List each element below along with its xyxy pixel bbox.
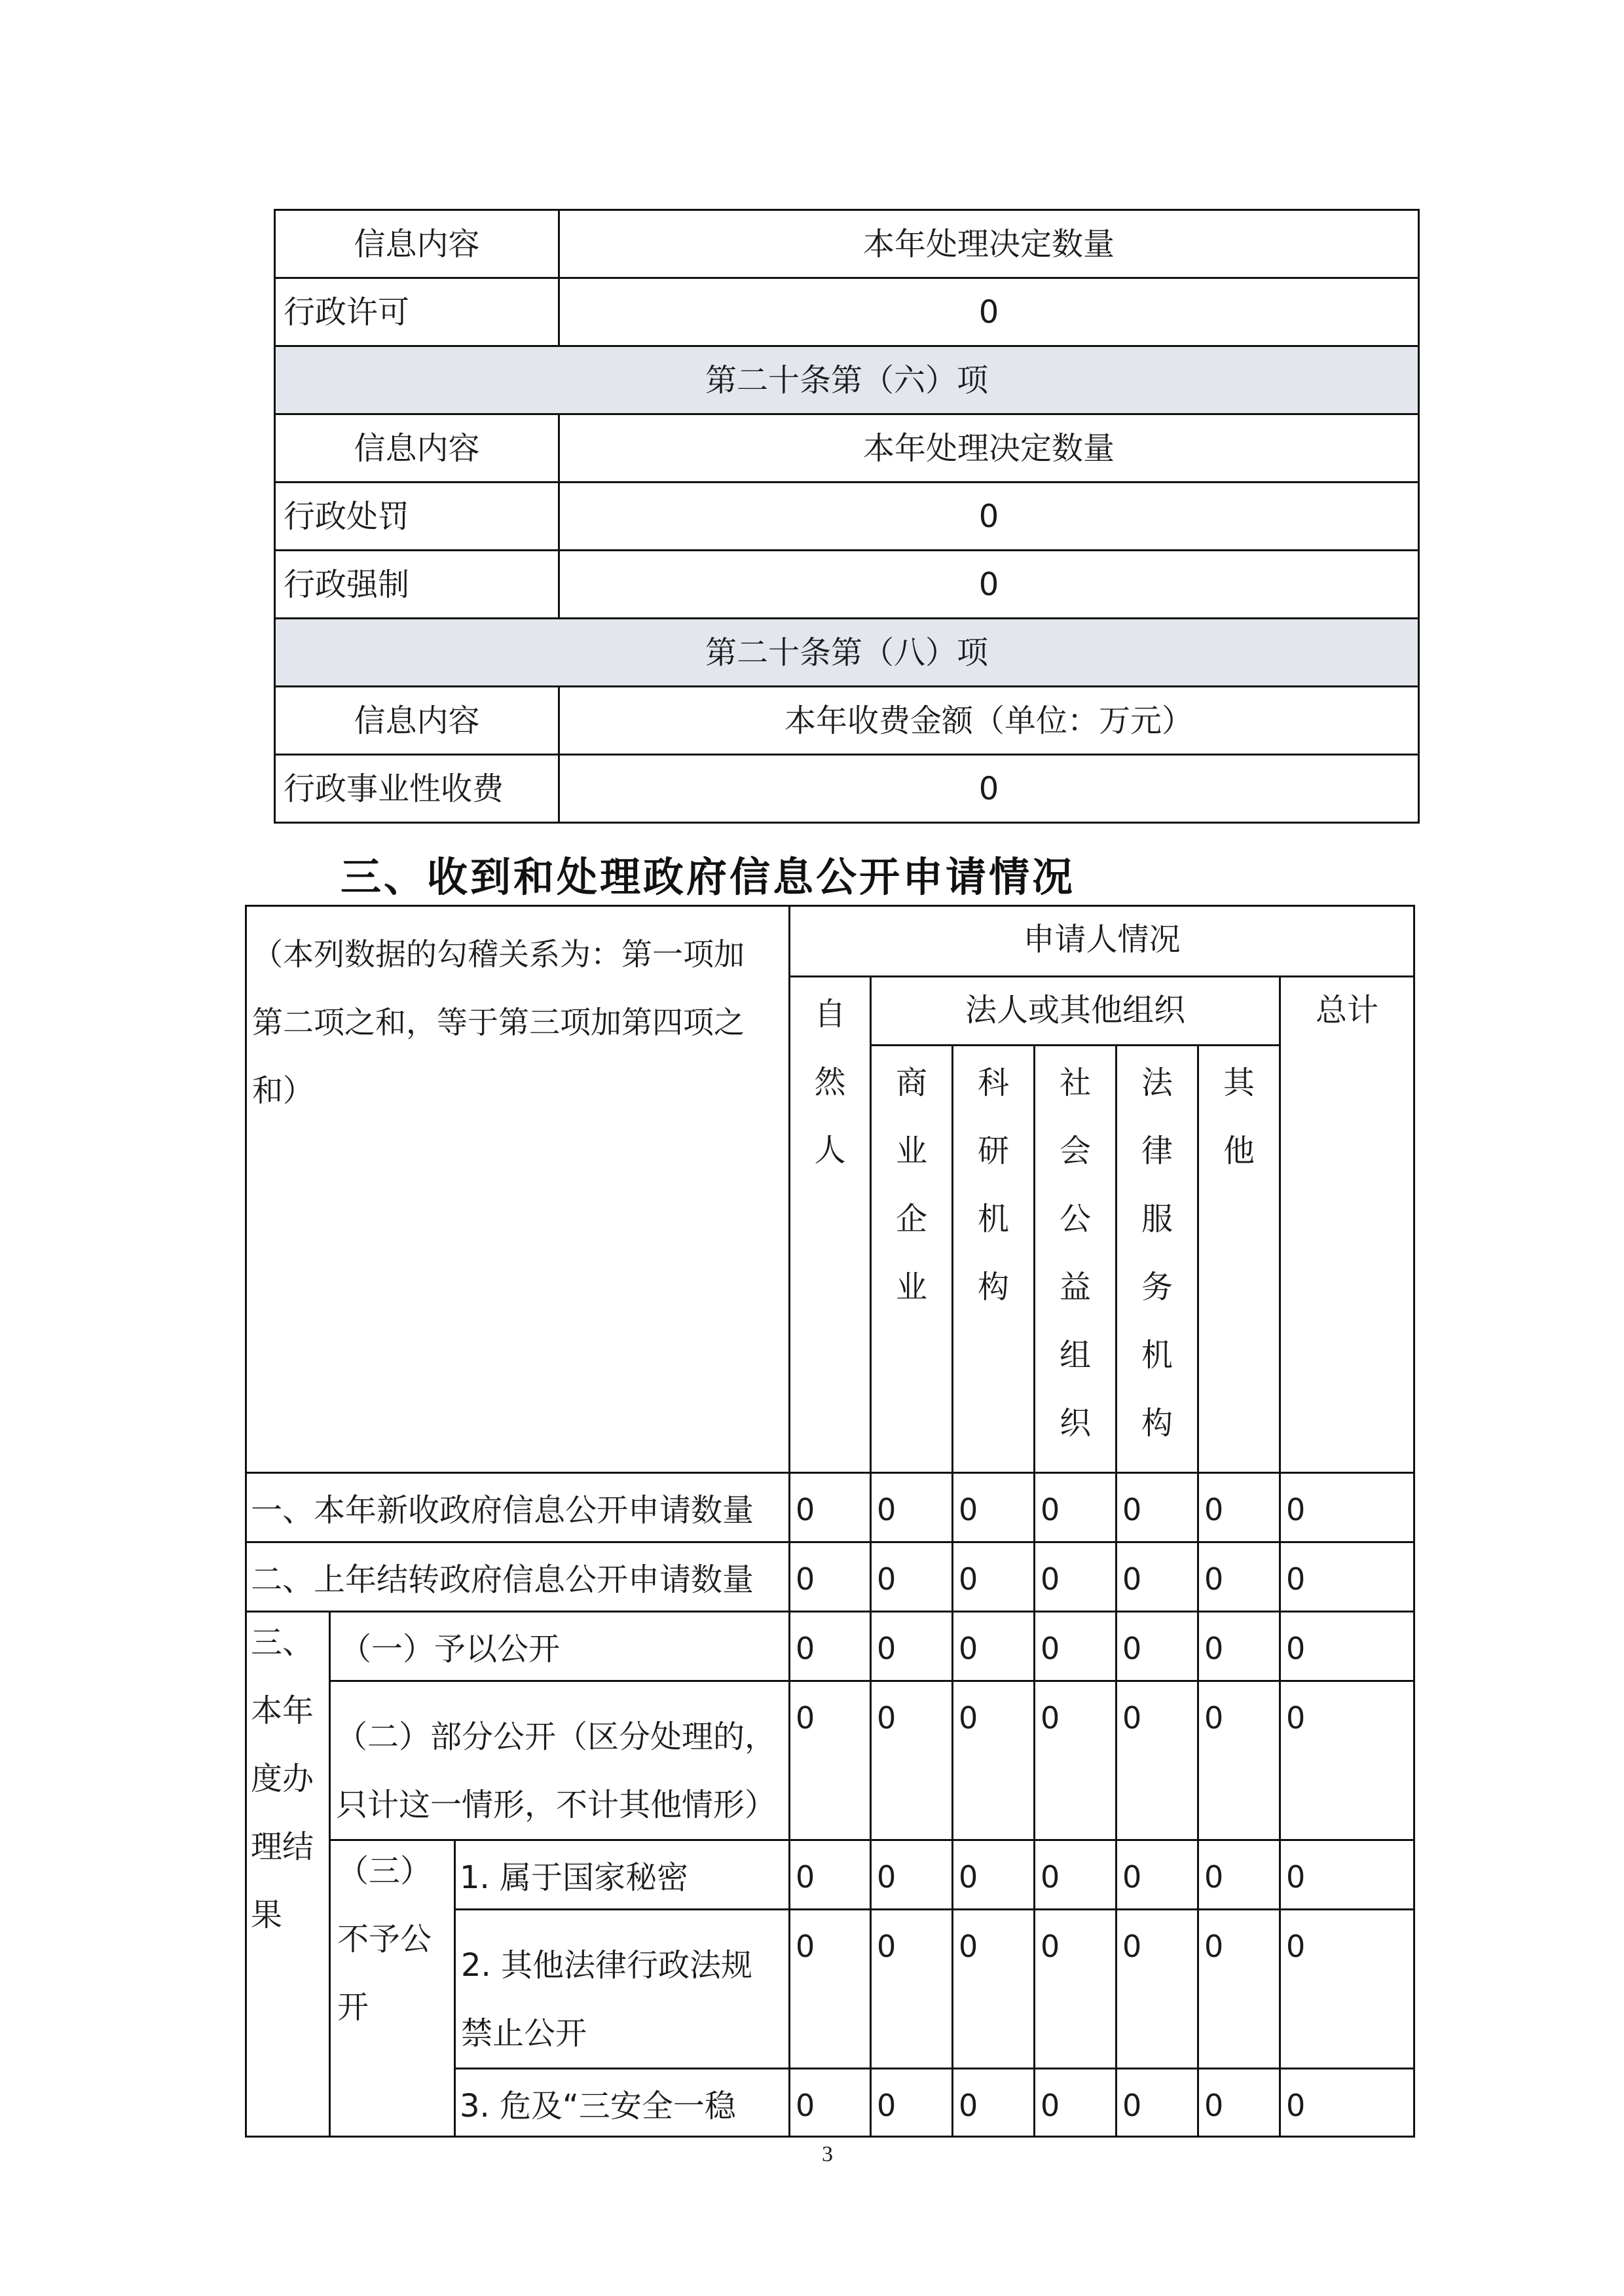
cell-value: 0 [1198,2069,1280,2137]
cell-value: 0 [1035,2069,1116,2137]
header-info-content: 信息内容 [275,414,559,483]
cell-value: 0 [1198,1542,1280,1612]
table-row [246,1473,1414,1542]
row-label: 行政强制 [275,551,559,619]
section-label: 第二十条第（八）项 [275,619,1419,687]
char: 商 [896,1065,928,1101]
char: 服 [1141,1201,1173,1237]
cell-value: 0 [1280,1840,1414,1910]
cell-value: 0 [871,1542,953,1612]
row-value: 0 [559,483,1419,551]
cell-value: 0 [1116,2069,1198,2137]
section-heading: 三、收到和处理政府信息公开申请情况 [341,853,1076,901]
char: 构 [978,1269,1010,1305]
row-label: 一、本年新收政府信息公开申请数量 [246,1473,790,1542]
label-line: 果 [251,1897,283,1933]
section-label: 第二十条第（六）项 [275,346,1419,414]
cell-value: 0 [790,1542,871,1612]
char: 务 [1141,1269,1173,1305]
label-line: （二）部分公开（区分处理的， [336,1719,777,1755]
cell-value: 0 [790,1612,871,1681]
cell-value: 0 [1280,1542,1414,1612]
cell-value: 0 [953,1542,1035,1612]
label-line: 本年 [251,1692,314,1729]
cell-value: 0 [1116,1612,1198,1681]
table-row [246,1681,1414,1840]
row-label [330,1681,790,1840]
char: 法 [1141,1065,1173,1101]
cell-value: 0 [790,2069,871,2137]
table-row [246,1542,1414,1612]
cell-value: 0 [1116,1840,1198,1910]
char: 其 [1223,1065,1255,1101]
cell-value: 0 [790,1473,871,1542]
not-public-label [330,1840,455,2137]
decisions-table [274,209,1420,824]
cell-value: 0 [1035,1612,1116,1681]
label-line: 度办 [251,1760,314,1797]
char: 业 [896,1269,928,1305]
cell-value: 0 [1035,1681,1116,1840]
cell-value: 0 [871,1473,953,1542]
commercial-enterprise-header [871,1046,953,1473]
cell-value: 0 [1116,1681,1198,1840]
note-line: 和） [252,1073,314,1109]
label-line: 只计这一情形，不计其他情形） [336,1787,777,1823]
cell-value: 0 [1035,1840,1116,1910]
row-value: 0 [559,755,1419,823]
char: 研 [978,1133,1010,1169]
char: 企 [896,1201,928,1237]
cell-value: 0 [1198,1840,1280,1910]
cell-value: 0 [1280,1612,1414,1681]
cell-value: 0 [871,1681,953,1840]
char: 公 [1060,1201,1092,1237]
cell-value: 0 [1280,1681,1414,1840]
char: 构 [1141,1405,1173,1442]
applications-table [245,905,1415,2138]
table-row [246,1840,1414,1910]
char: 社 [1060,1065,1092,1101]
cell-value: 0 [1198,1473,1280,1542]
cell-value: 0 [1198,1910,1280,2069]
public-welfare-org-header [1035,1046,1116,1473]
table-header-row [275,414,1419,483]
legal-service-org-header [1116,1046,1198,1473]
result-group-label [246,1612,330,2137]
cell-value: 0 [1280,2069,1414,2137]
label-line: （三） [337,1853,432,1889]
cell-value: 0 [871,1840,953,1910]
char: 科 [978,1065,1010,1101]
char: 他 [1223,1133,1255,1169]
header-decision-count: 本年处理决定数量 [559,414,1419,483]
cell-value: 0 [871,2069,953,2137]
table-header-row [275,687,1419,755]
label-line: 理结 [251,1829,314,1865]
cell-value: 0 [871,1612,953,1681]
total-header: 总计 [1280,977,1414,1473]
section-row [275,346,1419,414]
label-line: 不予公 [337,1921,432,1958]
header-decision-count: 本年处理决定数量 [559,210,1419,278]
cell-value: 0 [1198,1612,1280,1681]
header-info-content: 信息内容 [275,210,559,278]
char: 益 [1060,1269,1092,1305]
row-value: 0 [559,551,1419,619]
label-line: 禁止公开 [461,2015,587,2052]
legal-org-header: 法人或其他组织 [871,977,1280,1046]
cell-value: 0 [1280,1473,1414,1542]
table-row [275,278,1419,346]
char: 人 [814,1132,846,1169]
char: 自 [814,996,846,1032]
row-label: 行政许可 [275,278,559,346]
header-row-1 [246,906,1414,977]
table-row [246,1612,1414,1681]
cell-value: 0 [790,1681,871,1840]
cell-value: 0 [1198,1681,1280,1840]
char: 然 [814,1064,846,1101]
row-label: （一）予以公开 [330,1612,790,1681]
row-label [455,1910,790,2069]
label-line: 开 [337,1989,369,2026]
row-label: 行政事业性收费 [275,755,559,823]
cell-value: 0 [953,2069,1035,2137]
char: 业 [896,1133,928,1169]
cell-value: 0 [1116,1910,1198,2069]
header-info-content: 信息内容 [275,687,559,755]
row-label: 行政处罚 [275,483,559,551]
char: 组 [1060,1337,1092,1374]
cell-value: 0 [1116,1542,1198,1612]
label-line: 三、 [251,1624,314,1661]
cell-value: 0 [953,1473,1035,1542]
section-row [275,619,1419,687]
other-org-header [1198,1046,1280,1473]
table-row [275,483,1419,551]
cell-value: 0 [1116,1473,1198,1542]
note-line: （本列数据的勾稽关系为：第一项加 [252,937,745,973]
cell-value: 0 [953,1840,1035,1910]
row-label: 1. 属于国家秘密 [455,1840,790,1910]
row-value: 0 [559,278,1419,346]
cell-value: 0 [953,1910,1035,2069]
cell-value: 0 [953,1612,1035,1681]
table-row [275,551,1419,619]
natural-person-header [790,977,871,1473]
cell-value: 0 [790,1910,871,2069]
row-label: 3. 危及“三安全一稳 [455,2069,790,2137]
checksum-note [246,906,790,1473]
char: 织 [1060,1405,1092,1442]
cell-value: 0 [1035,1542,1116,1612]
research-institution-header [953,1046,1035,1473]
char: 会 [1060,1133,1092,1169]
cell-value: 0 [871,1910,953,2069]
row-label: 二、上年结转政府信息公开申请数量 [246,1542,790,1612]
char: 律 [1141,1133,1173,1169]
page-number: 3 [822,2142,833,2166]
applicant-header: 申请人情况 [790,906,1414,977]
cell-value: 0 [1035,1473,1116,1542]
table-row [275,755,1419,823]
note-line: 第二项之和，等于第三项加第四项之 [252,1005,745,1041]
label-line: 2. 其他法律行政法规 [461,1947,753,1984]
header-fee-amount: 本年收费金额（单位：万元） [559,687,1419,755]
cell-value: 0 [790,1840,871,1910]
char: 机 [1141,1337,1173,1374]
table-header-row [275,210,1419,278]
cell-value: 0 [1035,1910,1116,2069]
char: 机 [978,1201,1010,1237]
cell-value: 0 [953,1681,1035,1840]
cell-value: 0 [1280,1910,1414,2069]
